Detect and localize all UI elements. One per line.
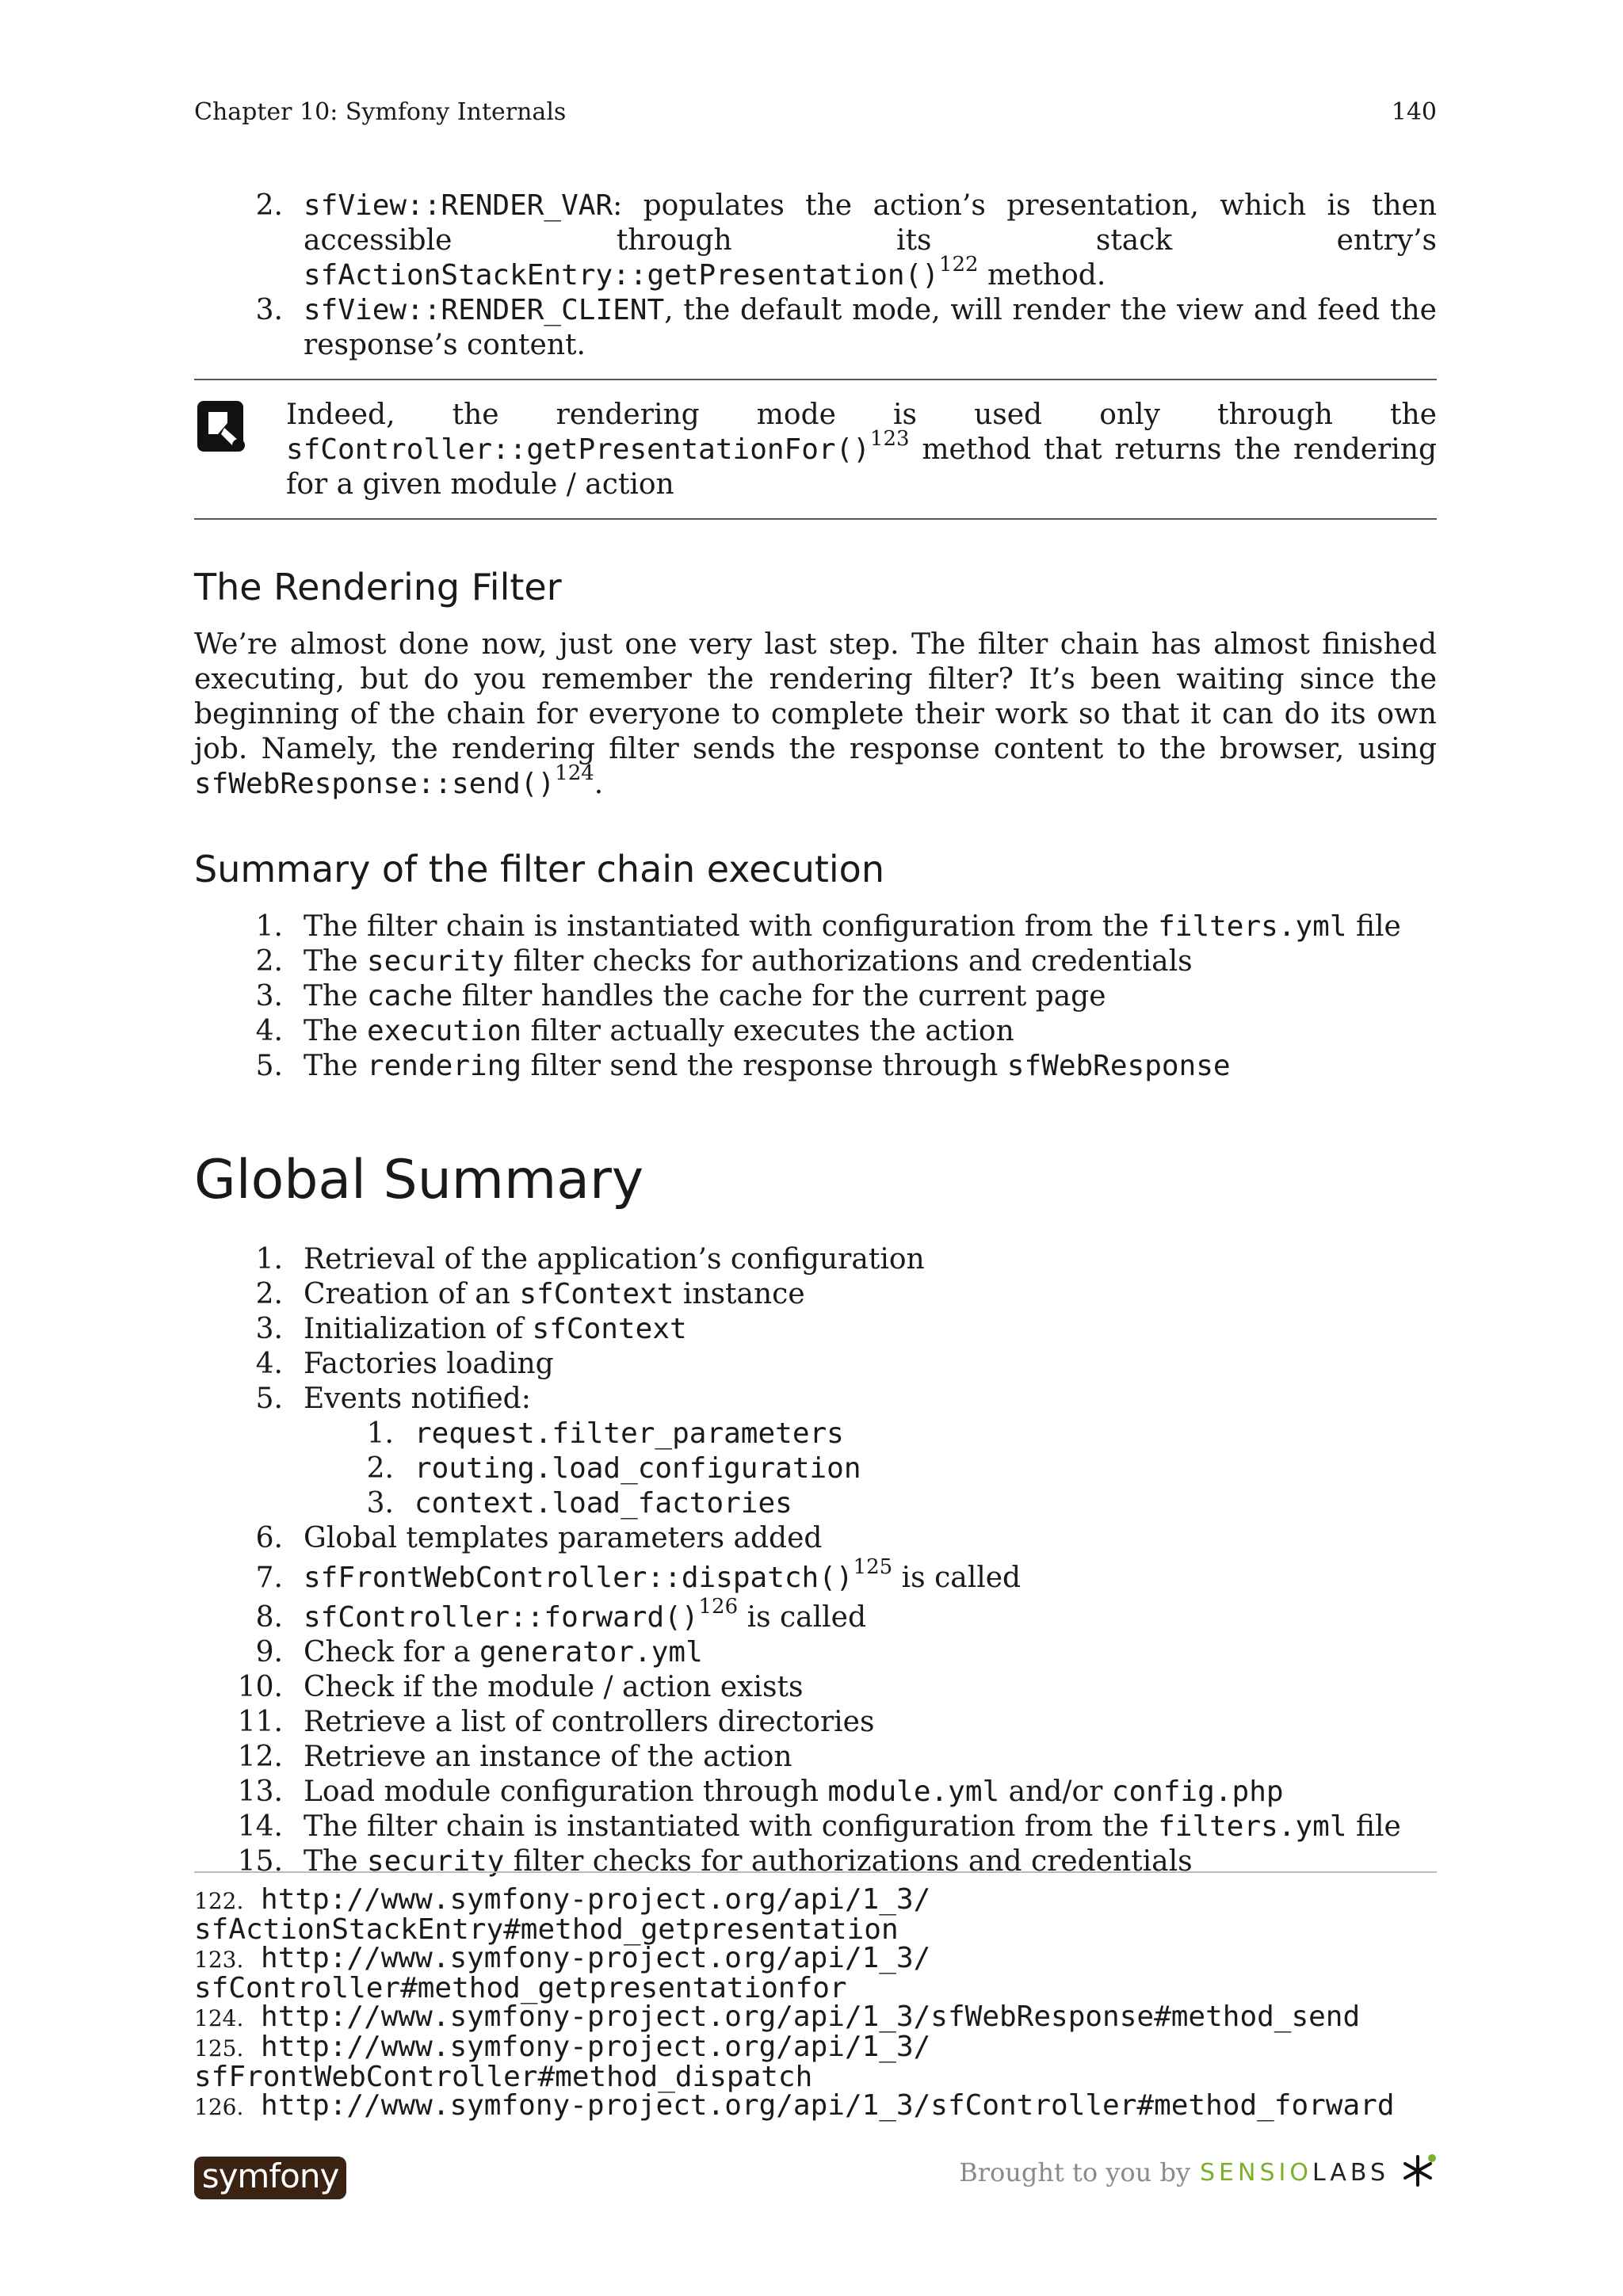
footnote: 123. http://www.symfony-project.org/api/1_3/ sfController#method_getpresentationfor	[194, 1942, 931, 2004]
inline-code: filters.yml	[1158, 910, 1347, 943]
list-item: 3. context.load_factories	[366, 1487, 792, 1520]
list-item: 10. Check if the module / action exists	[237, 1671, 804, 1703]
inline-code: sfWebResponse	[1006, 1050, 1231, 1082]
footnote-ref[interactable]: 124	[555, 761, 594, 785]
list-item: 2. routing.load_configuration	[366, 1452, 861, 1485]
sensio-wordmark: SENSIO	[1200, 2158, 1312, 2187]
footnote: 122. http://www.symfony-project.org/api/1_3/ sfActionStackEntry#method_getpresentation	[194, 1883, 931, 1946]
page-content	[194, 189, 1437, 1879]
list-item: 11. Retrieve a list of controllers directories	[237, 1706, 875, 1738]
inline-code: sfContext	[519, 1278, 674, 1310]
paragraph: We’re almost done now, just one very last step. The filter chain has almost finished executing, but do you remember the rendering filter? It’s been waiting since the beginning of the chain for everyone to complete their work so that it can do its own job. Namely, the rendering filter sends the response content to the browser, using sfWebResponse::send()$^{124}$.	[194, 628, 1437, 800]
inline-code: sfView::RENDER_CLIENT	[304, 294, 665, 326]
footnote-link[interactable]: http://www.symfony-project.org/api/1_3/	[261, 1883, 931, 1916]
list-item: 3. Initialization of sfContext	[255, 1313, 687, 1345]
inline-code: context.load_factories	[414, 1487, 792, 1520]
inline-code: security	[366, 945, 505, 978]
note-box	[194, 379, 1437, 520]
list-item: 1. request.filter_parameters	[366, 1417, 844, 1450]
inline-code: routing.load_configuration	[414, 1452, 861, 1485]
page-header	[194, 98, 1437, 126]
list-item: 1. The filter chain is instantiated with configuration from the filters.yml file	[255, 910, 1401, 943]
page-number: 140	[1391, 98, 1437, 126]
list-item: 13. Load module configuration through module.yml and/or config.php	[237, 1775, 1284, 1808]
list-item: 6. Global templates parameters added	[255, 1522, 823, 1554]
list-item: 5. The rendering filter send the response through sfWebResponse	[255, 1050, 1231, 1082]
summary-chain-list	[194, 910, 1437, 1084]
list-item: 9. Check for a generator.yml	[255, 1636, 703, 1669]
inline-code: request.filter_parameters	[414, 1417, 844, 1450]
inline-code: rendering	[366, 1050, 522, 1082]
inline-code: execution	[366, 1015, 522, 1047]
note-icon	[194, 398, 286, 502]
inline-code: sfController::getPresentationFor()	[286, 433, 870, 466]
footnotes	[194, 1871, 1437, 2122]
inline-code: cache	[366, 980, 453, 1013]
list-item: 12. Retrieve an instance of the action	[237, 1741, 792, 1773]
inline-code: config.php	[1111, 1775, 1284, 1808]
list-item: 3. sfView::RENDER_CLIENT, the default mode, will render the view and feed the response’s content.	[255, 294, 1437, 361]
sensiolabs-star-icon	[1399, 2152, 1437, 2193]
list-item: 2. The security filter checks for authorizations and credentials	[255, 945, 1193, 978]
inline-code: security	[366, 1845, 505, 1878]
chapter-title: Chapter 10: Symfony Internals	[194, 98, 567, 126]
footnote: 125. http://www.symfony-project.org/api/1_3/ sfFrontWebController#method_dispatch	[194, 2031, 931, 2093]
footnote-link[interactable]: http://www.symfony-project.org/api/1_3/sfController#method_forward	[261, 2089, 1395, 2122]
inline-code: sfView::RENDER_VAR	[304, 189, 613, 222]
footnote-ref[interactable]: 126	[698, 1595, 739, 1619]
render-modes-list	[194, 189, 1437, 363]
list-item: 4. The execution filter actually executes the action	[255, 1015, 1014, 1047]
events-sublist	[194, 1417, 1437, 1521]
symfony-logo: symfony	[194, 2157, 346, 2199]
labs-wordmark: LABS	[1312, 2158, 1389, 2187]
list-item: 8. sfController::forward()$^{126}$ is called	[255, 1595, 867, 1634]
section-heading-rendering-filter: The Rendering Filter	[194, 566, 562, 608]
chapter-section-heading-global-summary: Global Summary	[194, 1149, 644, 1211]
list-item: 5. Events notified:	[255, 1383, 531, 1415]
inline-code: sfActionStackEntry::getPresentation()	[304, 259, 939, 292]
inline-code: sfContext	[532, 1313, 687, 1345]
inline-code: filters.yml	[1158, 1810, 1347, 1843]
global-summary-list-continued	[194, 1521, 1437, 1879]
list-item: 3. The cache filter handles the cache for the current page	[255, 980, 1106, 1013]
list-item: 1. Retrieval of the application’s configuration	[255, 1243, 925, 1276]
footnote-link[interactable]: sfFrontWebController#method_dispatch	[194, 2061, 813, 2093]
footnote-link[interactable]: sfActionStackEntry#method_getpresentation	[194, 1913, 899, 1946]
footnote-link[interactable]: http://www.symfony-project.org/api/1_3/sfWebResponse#method_send	[261, 2000, 1361, 2033]
footnote-link[interactable]: sfController#method_getpresentationfor	[194, 1972, 847, 2004]
footnote-ref[interactable]: 125	[853, 1555, 893, 1579]
footnote-link[interactable]: http://www.symfony-project.org/api/1_3/	[261, 2031, 931, 2063]
list-item: 2. sfView::RENDER_VAR: populates the action’s presentation, which is then accessible through its stack entry’s sfActionStackEntry::getPresentation()$^{122}$ method.	[255, 189, 1437, 292]
inline-code: sfController::forward()	[304, 1601, 699, 1634]
section-heading-summary-chain: Summary of the filter chain execution	[194, 848, 884, 891]
brought-to-you-by: Brought to you by	[959, 2157, 1191, 2187]
inline-code: module.yml	[827, 1775, 1000, 1808]
footnote-ref[interactable]: 122	[938, 253, 979, 277]
list-item: 7. sfFrontWebController::dispatch()$^{125}$ is called	[255, 1555, 1022, 1594]
footnote-link[interactable]: http://www.symfony-project.org/api/1_3/	[261, 1942, 931, 1974]
inline-code: sfWebResponse::send()	[194, 768, 556, 800]
footnote: 126. http://www.symfony-project.org/api/1_3/sfController#method_forward	[194, 2089, 1395, 2122]
note-text: Indeed, the rendering mode is used only through the sfController::getPresentationFor()$^{123}$ method that returns the rendering for a given module / action	[286, 399, 1437, 501]
list-item: 15. The security filter checks for authorizations and credentials	[237, 1845, 1193, 1878]
footnote-ref[interactable]: 123	[869, 427, 910, 451]
global-summary-list	[194, 1242, 1437, 1417]
list-item: 2. Creation of an sfContext instance	[255, 1278, 805, 1310]
list-item: 4. Factories loading	[255, 1348, 554, 1380]
list-item: 14. The filter chain is instantiated with configuration from the filters.yml file	[237, 1810, 1401, 1843]
inline-code: sfFrontWebController::dispatch()	[304, 1562, 854, 1594]
inline-code: generator.yml	[479, 1636, 703, 1669]
sponsor-credit	[959, 2152, 1437, 2193]
footnote: 124. http://www.symfony-project.org/api/1_3/sfWebResponse#method_send	[194, 2000, 1361, 2033]
